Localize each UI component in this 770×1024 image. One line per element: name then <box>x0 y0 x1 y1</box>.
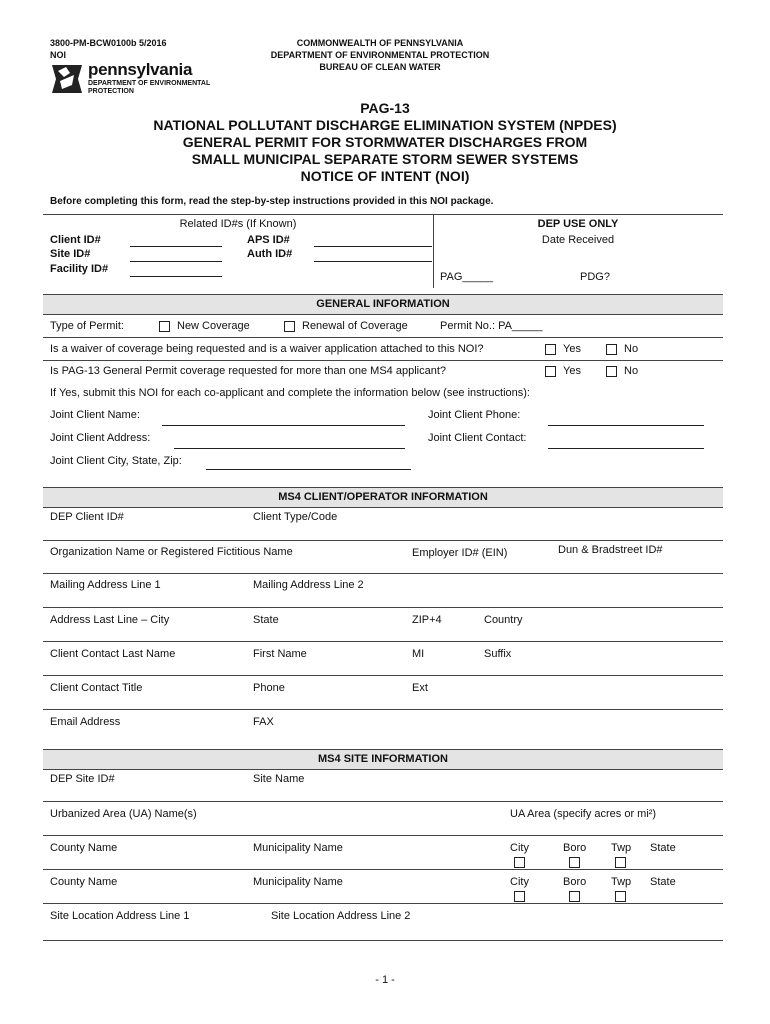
boro-checkbox-2[interactable] <box>569 891 580 902</box>
municipality-name-field-2[interactable]: Municipality Name <box>253 876 343 888</box>
facility-id-input[interactable] <box>130 276 222 277</box>
waiver-yes-label: Yes <box>563 343 581 355</box>
waiver-no-label: No <box>624 343 639 355</box>
multi-yes-label: Yes <box>563 365 581 377</box>
ms4-site-heading: MS4 SITE INFORMATION <box>43 749 723 770</box>
client-type-field[interactable]: Client Type/Code <box>253 511 338 523</box>
new-coverage-label: New Coverage <box>177 320 250 332</box>
twp-label-1: Twp <box>611 842 632 854</box>
country-field[interactable]: Country <box>484 614 523 626</box>
title-line-3: GENERAL PERMIT FOR STORMWATER DISCHARGES FROM <box>182 134 588 150</box>
renewal-checkbox[interactable] <box>284 321 295 332</box>
joint-client-name-input[interactable] <box>162 425 405 426</box>
ua-names-field[interactable]: Urbanized Area (UA) Name(s) <box>50 808 197 820</box>
joint-client-contact-label: Joint Client Contact: <box>428 432 527 444</box>
boro-label-2: Boro <box>563 876 587 888</box>
title-line-4: SMALL MUNICIPAL SEPARATE STORM SEWER SYSTEMS <box>191 151 579 167</box>
site-id-label: Site ID# <box>50 248 91 260</box>
zip-field[interactable]: ZIP+4 <box>412 614 442 626</box>
site-name-field[interactable]: Site Name <box>253 773 305 785</box>
form-type: NOI <box>50 50 67 60</box>
joint-client-address-input[interactable] <box>174 448 405 449</box>
dep-use-heading: DEP USE ONLY <box>537 218 619 230</box>
multi-yes-checkbox[interactable] <box>545 366 556 377</box>
form-code: 3800-PM-BCW0100b 5/2016 <box>50 38 167 48</box>
logo-text: pennsylvania <box>88 60 193 79</box>
multi-applicant-question: Is PAG-13 General Permit coverage requested for more than one MS4 applicant? <box>50 365 447 377</box>
joint-client-csz-label: Joint Client City, State, Zip: <box>50 455 182 467</box>
ua-area-field[interactable]: UA Area (specify acres or mi²) <box>510 808 657 820</box>
ext-field[interactable]: Ext <box>412 682 428 694</box>
logo-sub2: PROTECTION <box>88 88 134 95</box>
state-field[interactable]: State <box>253 614 279 626</box>
city-checkbox-1[interactable] <box>514 857 525 868</box>
org-name-field[interactable]: Organization Name or Registered Fictitious Name <box>50 546 293 558</box>
fax-field[interactable]: FAX <box>253 716 274 728</box>
joint-client-name-label: Joint Client Name: <box>50 409 140 421</box>
title-line-5: NOTICE OF INTENT (NOI) <box>300 168 470 184</box>
state-label-1: State <box>650 842 676 854</box>
renewal-label: Renewal of Coverage <box>302 320 408 332</box>
pdg-field: PDG? <box>580 271 610 283</box>
date-received-label: Date Received <box>541 234 615 246</box>
twp-label-2: Twp <box>611 876 632 888</box>
city-field[interactable]: Address Last Line – City <box>50 614 170 626</box>
permit-no-field: Permit No.: PA_____ <box>440 320 543 332</box>
contact-title-field[interactable]: Client Contact Title <box>50 682 143 694</box>
contact-last-name-field[interactable]: Client Contact Last Name <box>50 648 176 660</box>
client-id-input[interactable] <box>130 246 222 247</box>
pa-keystone-logo-icon <box>50 61 84 95</box>
if-yes-instruction: If Yes, submit this NOI for each co-applicant and complete the information below (see instructions): <box>50 387 530 399</box>
pag-field: PAG_____ <box>440 271 494 283</box>
mailing-line-2-field[interactable]: Mailing Address Line 2 <box>253 579 364 591</box>
site-id-input[interactable] <box>130 261 222 262</box>
waiver-question: Is a waiver of coverage being requested and is a waiver application attached to this NOI? <box>50 343 484 355</box>
agency-line-2: DEPARTMENT OF ENVIRONMENTAL PROTECTION <box>270 50 490 60</box>
boro-checkbox-1[interactable] <box>569 857 580 868</box>
title-line-2: NATIONAL POLLUTANT DISCHARGE ELIMINATION SYSTEM (NPDES) <box>153 117 617 133</box>
facility-id-label: Facility ID# <box>50 263 109 275</box>
waiver-yes-checkbox[interactable] <box>545 344 556 355</box>
waiver-no-checkbox[interactable] <box>606 344 617 355</box>
state-label-2: State <box>650 876 676 888</box>
page-number: - 1 - <box>375 974 395 986</box>
site-location-line-2-field[interactable]: Site Location Address Line 2 <box>271 910 411 922</box>
related-ids-heading: Related ID#s (If Known) <box>179 218 297 230</box>
suffix-field[interactable]: Suffix <box>484 648 512 660</box>
joint-client-phone-input[interactable] <box>548 425 704 426</box>
city-checkbox-2[interactable] <box>514 891 525 902</box>
joint-client-phone-label: Joint Client Phone: <box>428 409 521 421</box>
dep-client-id-field[interactable]: DEP Client ID# <box>50 511 124 523</box>
municipality-name-field-1[interactable]: Municipality Name <box>253 842 343 854</box>
auth-id-input[interactable] <box>314 261 432 262</box>
title-line-1: PAG-13 <box>360 100 410 116</box>
aps-id-input[interactable] <box>314 246 432 247</box>
joint-client-contact-input[interactable] <box>548 448 704 449</box>
ein-field[interactable]: Employer ID# (EIN) <box>412 547 508 559</box>
agency-line-1: COMMONWEALTH OF PENNSYLVANIA <box>296 38 464 48</box>
county-name-field-2[interactable]: County Name <box>50 876 118 888</box>
type-of-permit-label: Type of Permit: <box>50 320 124 332</box>
joint-client-address-label: Joint Client Address: <box>50 432 151 444</box>
mi-field[interactable]: MI <box>412 648 425 660</box>
dep-site-id-field[interactable]: DEP Site ID# <box>50 773 115 785</box>
boro-label-1: Boro <box>563 842 587 854</box>
multi-no-label: No <box>624 365 639 377</box>
duns-field[interactable]: Dun & Bradstreet ID# <box>558 544 663 556</box>
twp-checkbox-2[interactable] <box>615 891 626 902</box>
new-coverage-checkbox[interactable] <box>159 321 170 332</box>
agency-line-3: BUREAU OF CLEAN WATER <box>319 62 441 72</box>
email-field[interactable]: Email Address <box>50 716 121 728</box>
general-information-heading: GENERAL INFORMATION <box>43 294 723 315</box>
logo-sub1: DEPARTMENT OF ENVIRONMENTAL <box>88 80 211 87</box>
phone-field[interactable]: Phone <box>253 682 285 694</box>
multi-no-checkbox[interactable] <box>606 366 617 377</box>
mailing-line-1-field[interactable]: Mailing Address Line 1 <box>50 579 161 591</box>
auth-id-label: Auth ID# <box>247 248 293 260</box>
client-id-label: Client ID# <box>50 234 101 246</box>
ms4-client-heading: MS4 CLIENT/OPERATOR INFORMATION <box>43 487 723 508</box>
site-location-line-1-field[interactable]: Site Location Address Line 1 <box>50 910 190 922</box>
instruction-text: Before completing this form, read the step-by-step instructions provided in this NOI package. <box>50 196 494 207</box>
joint-client-csz-input[interactable] <box>206 469 411 470</box>
city-label-2: City <box>510 876 529 888</box>
twp-checkbox-1[interactable] <box>615 857 626 868</box>
aps-id-label: APS ID# <box>247 234 290 246</box>
city-label-1: City <box>510 842 529 854</box>
county-name-field-1[interactable]: County Name <box>50 842 118 854</box>
first-name-field[interactable]: First Name <box>253 648 307 660</box>
